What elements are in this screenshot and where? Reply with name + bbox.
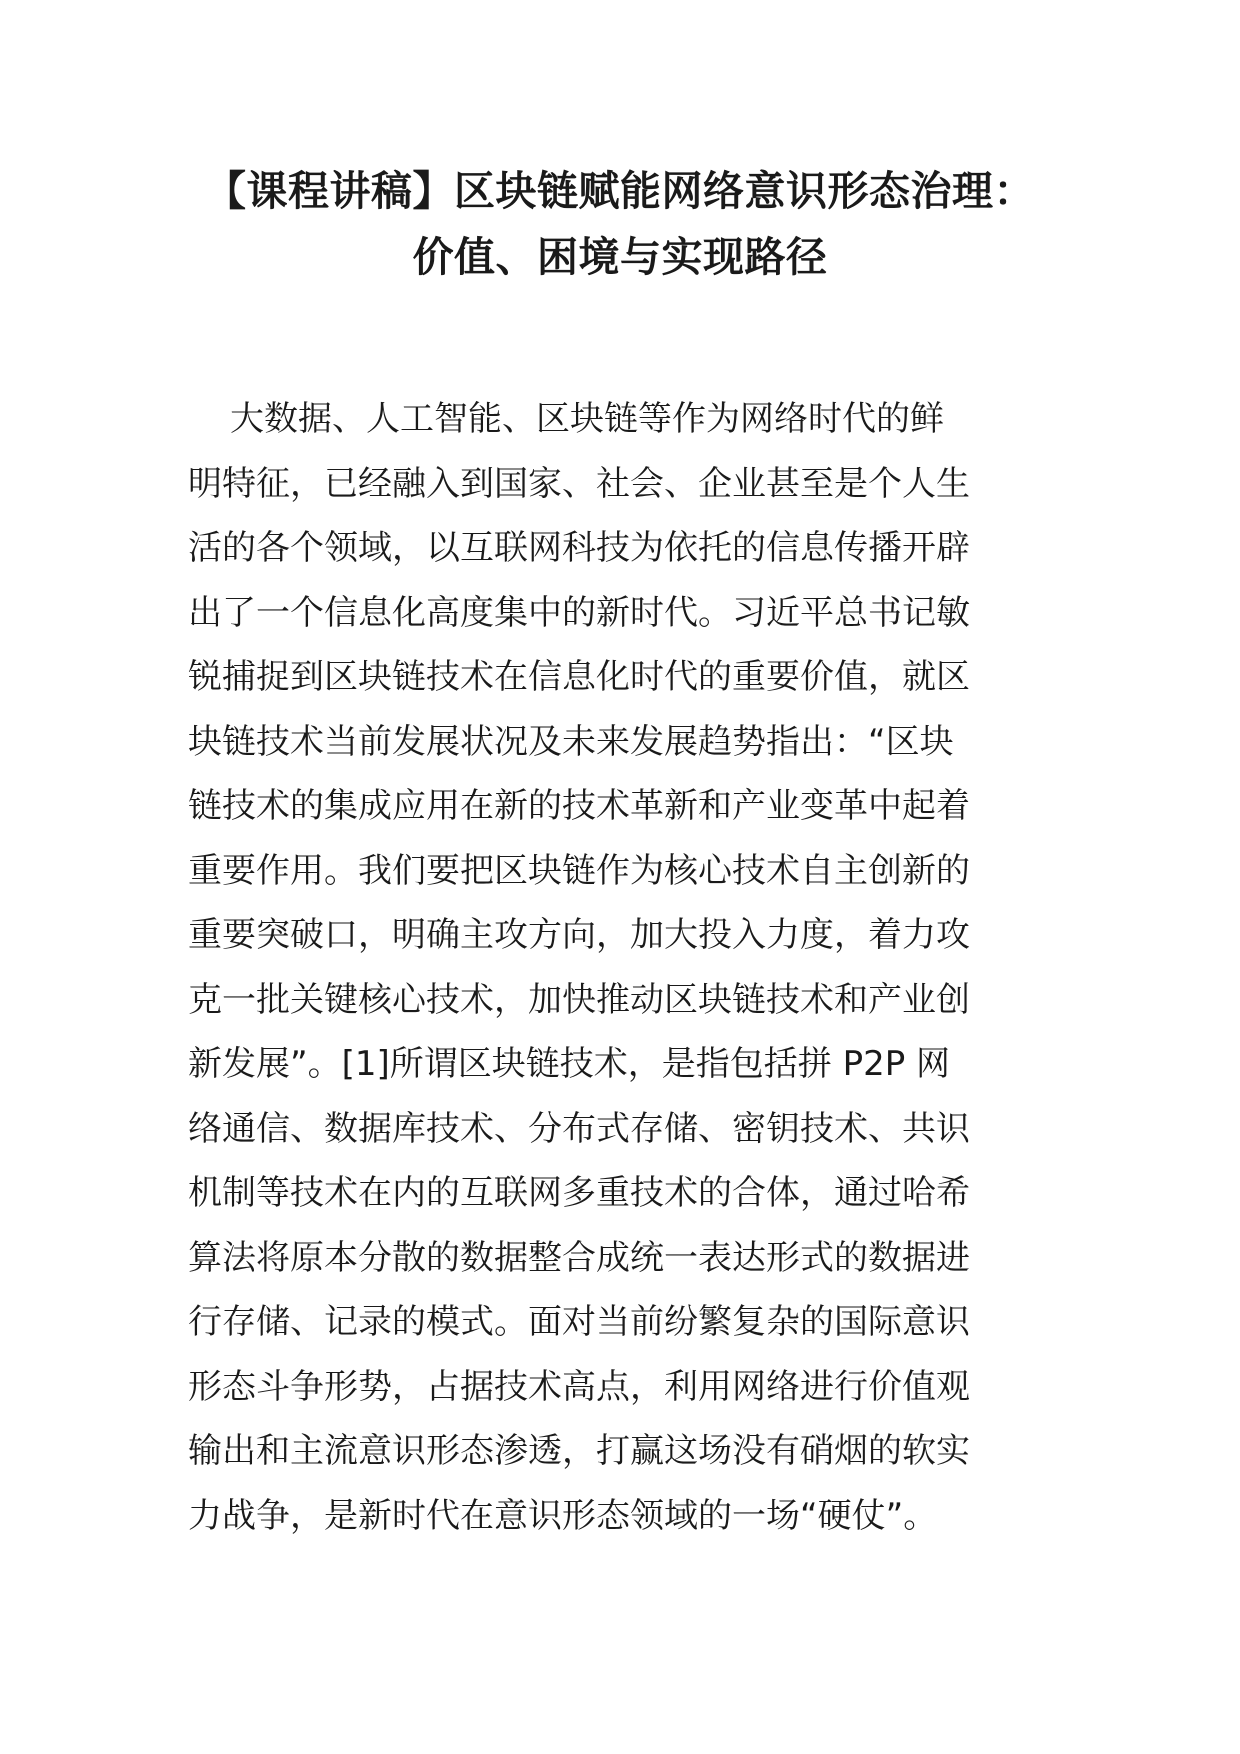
paragraph-line: 块链技术当前发展状况及未来发展趋势指出：“区块 (188, 721, 954, 762)
paragraph-line: 机制等技术在内的互联网多重技术的合体，通过哈希 (188, 1173, 970, 1213)
paragraph-line: 输出和主流意识形态渗透，打赢这场没有硝烟的软实 (188, 1431, 970, 1471)
paragraph-line: 重要突破口，明确主攻方向，加大投入力度，着力攻 (188, 915, 970, 955)
paragraph-line: 行存储、记录的模式。面对当前纷繁复杂的国际意识 (188, 1302, 970, 1342)
paragraph-line: 重要作用。我们要把区块链作为核心技术自主创新的 (188, 850, 970, 891)
body-paragraph (188, 387, 1058, 1548)
title-line-2: 价值、困境与实现路径 (412, 233, 828, 281)
paragraph-line: 新发展”。[1]所谓区块链技术，是指包括拼 P2P 网 (188, 1044, 951, 1084)
paragraph-line: 算法将原本分散的数据整合成统一表达形式的数据进 (188, 1237, 970, 1278)
paragraph-line: 锐捕捉到区块链技术在信息化时代的重要价值，就区 (188, 657, 970, 697)
paragraph-line: 络通信、数据库技术、分布式存储、密钥技术、共识 (188, 1108, 970, 1149)
paragraph-line: 链技术的集成应用在新的技术革新和产业变革中起着 (188, 786, 970, 826)
paragraph-line: 力战争，是新时代在意识形态领域的一场“硬仗”。 (188, 1495, 938, 1536)
paragraph-line: 大数据、人工智能、区块链等作为网络时代的鲜 (230, 399, 944, 439)
paragraph-line: 形态斗争形势，占据技术高点，利用网络进行价值观 (188, 1366, 970, 1407)
paragraph-line: 活的各个领域，以互联网科技为依托的信息传播开辟 (188, 528, 970, 568)
document-title (150, 158, 1090, 290)
paragraph-line: 克一批关键核心技术，加快推动区块链技术和产业创 (188, 979, 970, 1020)
paragraph-line: 明特征，已经融入到国家、社会、企业甚至是个人生 (188, 463, 970, 504)
paragraph-line: 出了一个信息化高度集中的新时代。习近平总书记敏 (188, 592, 970, 633)
title-line-1: 【课程讲稿】区块链赋能网络意识形态治理： (205, 167, 1035, 215)
